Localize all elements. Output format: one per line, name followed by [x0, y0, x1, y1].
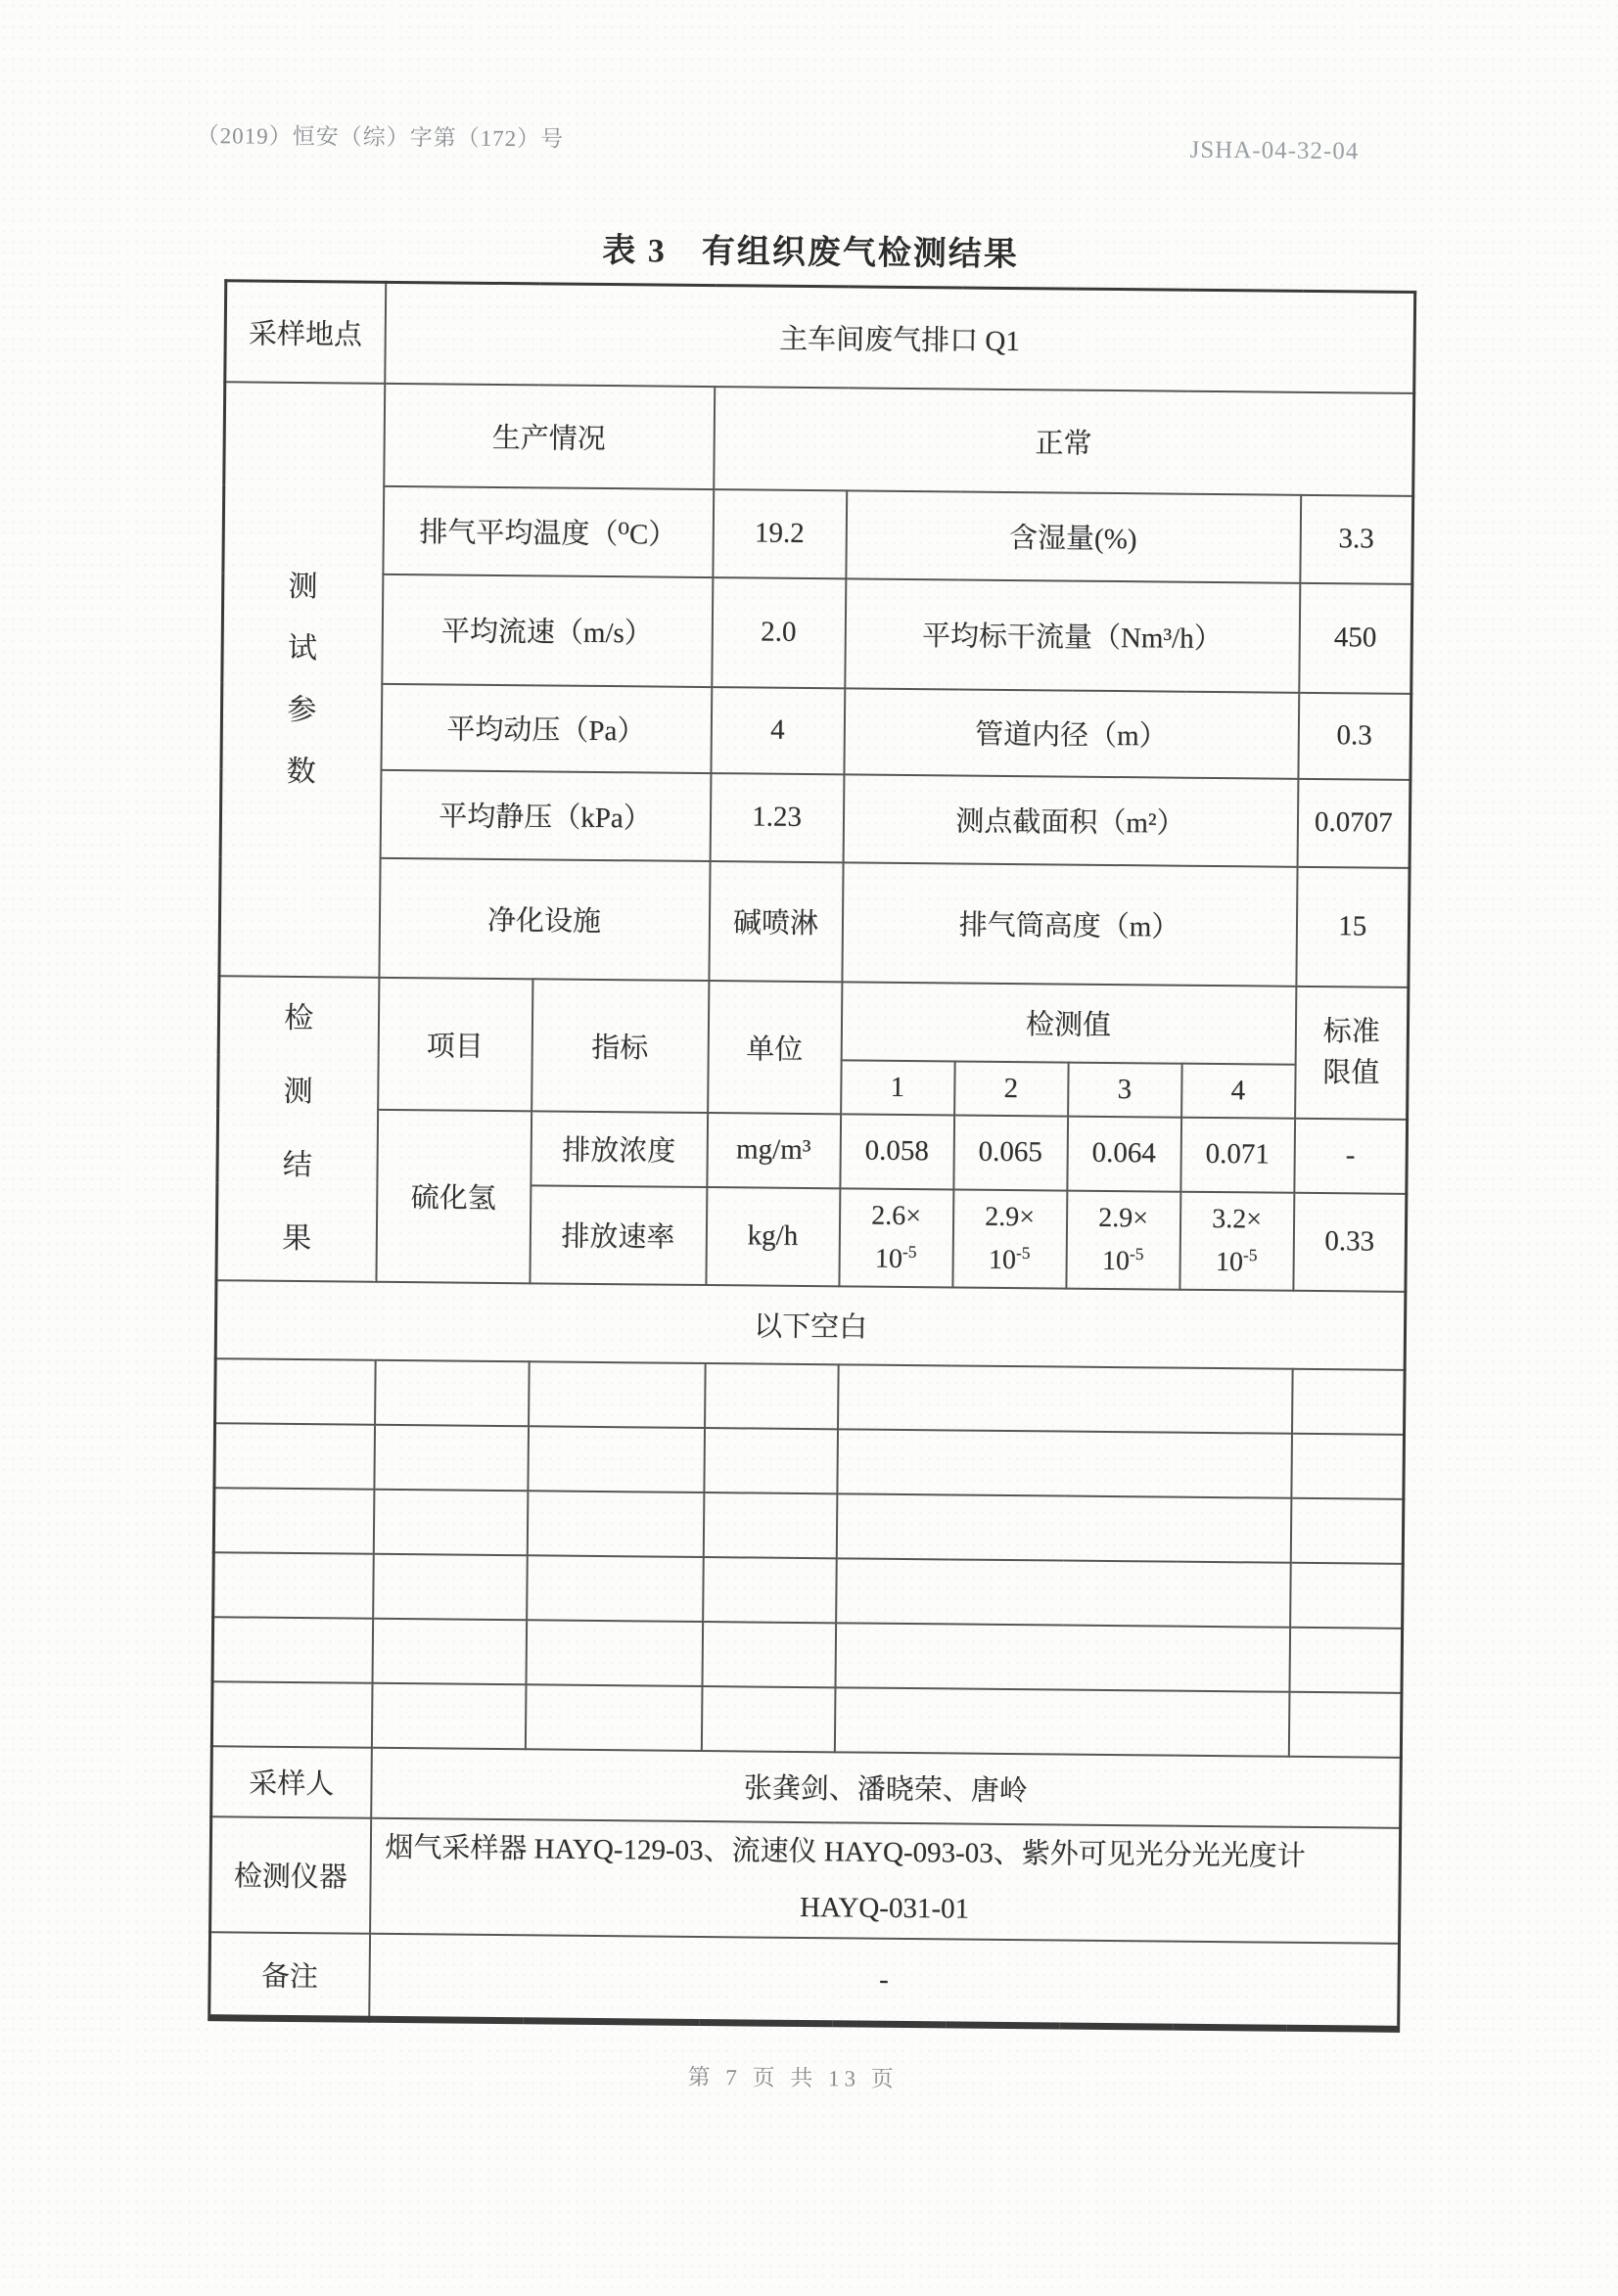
instrument-line1: 烟气采样器 HAYQ-129-03、流速仪 HAYQ-093-03、紫外可见光分光光度计 — [385, 1831, 1306, 1872]
empty-row — [215, 1358, 1406, 1435]
rate-power: $10^{-5}$ — [1101, 1244, 1144, 1276]
empty-cell — [703, 1557, 837, 1623]
row-param-4 — [220, 768, 1410, 868]
rate-coefficient: 2.9× — [985, 1201, 1036, 1233]
empty-cell — [837, 1429, 1292, 1497]
param-value: 0.3 — [1298, 692, 1411, 779]
empty-cell — [836, 1493, 1291, 1562]
row-instruments — [210, 1816, 1401, 1944]
results-label: 检测结果 — [281, 1001, 314, 1256]
value-col-number: 2 — [954, 1061, 1069, 1116]
empty-cell — [1288, 1691, 1402, 1757]
param-label: 平均静压（kPa） — [380, 769, 711, 860]
empty-cell — [701, 1686, 835, 1752]
sampler-value: 张龚剑、潘晓荣、唐岭 — [371, 1747, 1402, 1827]
empty-cell — [1289, 1627, 1403, 1692]
sampler-label: 采样人 — [211, 1746, 372, 1818]
test-params-label: 测试参数 — [286, 570, 318, 789]
limit-cell: 0.33 — [1293, 1192, 1407, 1291]
empty-cell — [371, 1682, 526, 1749]
row-sampling-site — [225, 281, 1415, 393]
value-cell: 0.058 — [840, 1114, 954, 1189]
row-blank-note — [215, 1280, 1406, 1370]
param-label: 平均标干流量（Nm³/h） — [845, 578, 1300, 692]
rate-coefficient: 3.2× — [1212, 1204, 1263, 1235]
empty-cell — [1291, 1433, 1405, 1498]
sampling-site-label: 采样地点 — [225, 281, 386, 384]
empty-row — [211, 1681, 1402, 1758]
row-param-3 — [221, 682, 1411, 780]
row-param-5 — [219, 856, 1410, 987]
blank-note: 以下空白 — [215, 1280, 1406, 1370]
remark-label: 备注 — [209, 1932, 370, 2020]
param-value: 19.2 — [713, 489, 847, 578]
col-indicator: 指标 — [532, 979, 709, 1113]
empty-cell — [527, 1555, 704, 1622]
row-sampler — [211, 1746, 1402, 1828]
param-label: 排气平均温度（⁰C） — [383, 485, 714, 576]
empty-cell — [525, 1684, 702, 1751]
param-label: 排气筒高度（m） — [842, 862, 1297, 986]
empty-cell — [1290, 1562, 1404, 1628]
param-label: 管道内径（m） — [844, 688, 1299, 778]
empty-cell — [1290, 1497, 1404, 1563]
empty-cell — [373, 1489, 528, 1555]
empty-cell — [211, 1681, 372, 1748]
empty-row — [214, 1423, 1405, 1499]
production-value: 正常 — [714, 387, 1414, 496]
empty-cell — [373, 1553, 528, 1620]
result-item: 硫化氢 — [376, 1109, 532, 1282]
row-param-1 — [223, 484, 1413, 584]
param-label: 测点截面积（m²） — [843, 774, 1298, 866]
empty-cell — [834, 1687, 1289, 1756]
param-label: 平均流速（m/s） — [382, 574, 713, 686]
page-title: 表 3 有组织废气检测结果 — [602, 232, 1019, 274]
empty-cell — [374, 1424, 529, 1491]
test-params-header — [219, 382, 385, 978]
param-value: 15 — [1296, 866, 1410, 987]
limit-cell: - — [1294, 1118, 1408, 1193]
param-label: 平均动压（Pa） — [381, 683, 712, 772]
param-value: 450 — [1299, 582, 1412, 693]
indicator-cell: 排放浓度 — [531, 1111, 708, 1187]
empty-cell — [704, 1428, 838, 1493]
value-cell: 0.065 — [953, 1115, 1068, 1190]
empty-cell — [705, 1363, 839, 1429]
empty-cell — [527, 1491, 704, 1557]
row-concentration — [217, 1108, 1408, 1194]
page-footer: 第 7 页 共 13 页 — [687, 2064, 899, 2091]
instrument-value — [370, 1817, 1401, 1943]
empty-cell — [375, 1359, 530, 1426]
empty-cell — [528, 1426, 705, 1492]
param-label: 净化设施 — [379, 857, 710, 980]
value-cell — [1179, 1191, 1294, 1290]
unit-cell: kg/h — [706, 1187, 840, 1286]
param-label: 含湿量(%) — [846, 490, 1301, 582]
value-cell: 0.064 — [1067, 1116, 1181, 1191]
indicator-cell: 排放速率 — [530, 1185, 707, 1285]
value-col-number: 3 — [1068, 1062, 1182, 1117]
rate-power: $10^{-5}$ — [874, 1242, 917, 1274]
value-col-number: 4 — [1181, 1063, 1296, 1118]
value-cell: 0.071 — [1180, 1117, 1295, 1192]
row-remark — [209, 1932, 1400, 2030]
col-unit: 单位 — [708, 981, 842, 1114]
empty-cell — [213, 1552, 374, 1619]
rate-power: $10^{-5}$ — [1215, 1245, 1258, 1277]
empty-cell — [836, 1558, 1291, 1627]
row-results-header — [218, 976, 1409, 1066]
empty-cell — [1292, 1368, 1406, 1434]
rate-power: $10^{-5}$ — [988, 1243, 1031, 1275]
empty-row — [212, 1617, 1403, 1693]
empty-cell — [702, 1622, 836, 1687]
rate-coefficient: 2.6× — [871, 1200, 922, 1232]
empty-cell — [213, 1488, 374, 1554]
empty-cell — [212, 1617, 373, 1683]
empty-cell — [214, 1423, 375, 1490]
empty-cell — [838, 1364, 1293, 1433]
value-cell — [839, 1188, 953, 1287]
value-cell — [952, 1189, 1067, 1288]
production-label: 生产情况 — [384, 383, 715, 488]
empty-cell — [215, 1358, 376, 1425]
doc-code: JSHA-04-32-04 — [1189, 136, 1360, 165]
sampling-site-value: 主车间废气排口 Q1 — [385, 282, 1415, 392]
remark-value: - — [369, 1933, 1400, 2029]
empty-cell — [835, 1623, 1290, 1691]
limit-line1: 标准 — [1322, 1016, 1380, 1048]
limit-line2: 限值 — [1322, 1057, 1380, 1089]
param-value: 4 — [711, 687, 845, 774]
empty-cell — [372, 1618, 527, 1684]
param-value: 2.0 — [712, 577, 846, 688]
row-production — [224, 382, 1414, 496]
empty-row — [213, 1488, 1404, 1564]
col-limit — [1295, 986, 1409, 1119]
empty-row — [213, 1552, 1404, 1629]
results-header — [216, 976, 379, 1282]
row-param-2 — [222, 573, 1412, 694]
col-values-title: 检测值 — [841, 982, 1296, 1064]
unit-cell: mg/m³ — [707, 1113, 841, 1188]
value-cell — [1066, 1190, 1180, 1289]
param-value: 0.0707 — [1297, 778, 1410, 867]
instrument-line2: HAYQ-031-01 — [799, 1891, 970, 1925]
param-value: 1.23 — [710, 773, 844, 862]
instrument-label: 检测仪器 — [210, 1816, 371, 1934]
param-value: 碱喷淋 — [709, 861, 843, 982]
doc-number: （2019）恒安（综）字第（172）号 — [196, 122, 565, 152]
value-col-number: 1 — [841, 1060, 955, 1115]
param-value: 3.3 — [1300, 494, 1413, 583]
empty-cell — [703, 1492, 837, 1558]
detection-result-table — [208, 279, 1416, 2033]
empty-cell — [529, 1361, 706, 1428]
empty-cell — [526, 1620, 703, 1686]
col-item: 项目 — [378, 977, 532, 1111]
rate-coefficient: 2.9× — [1098, 1202, 1149, 1234]
